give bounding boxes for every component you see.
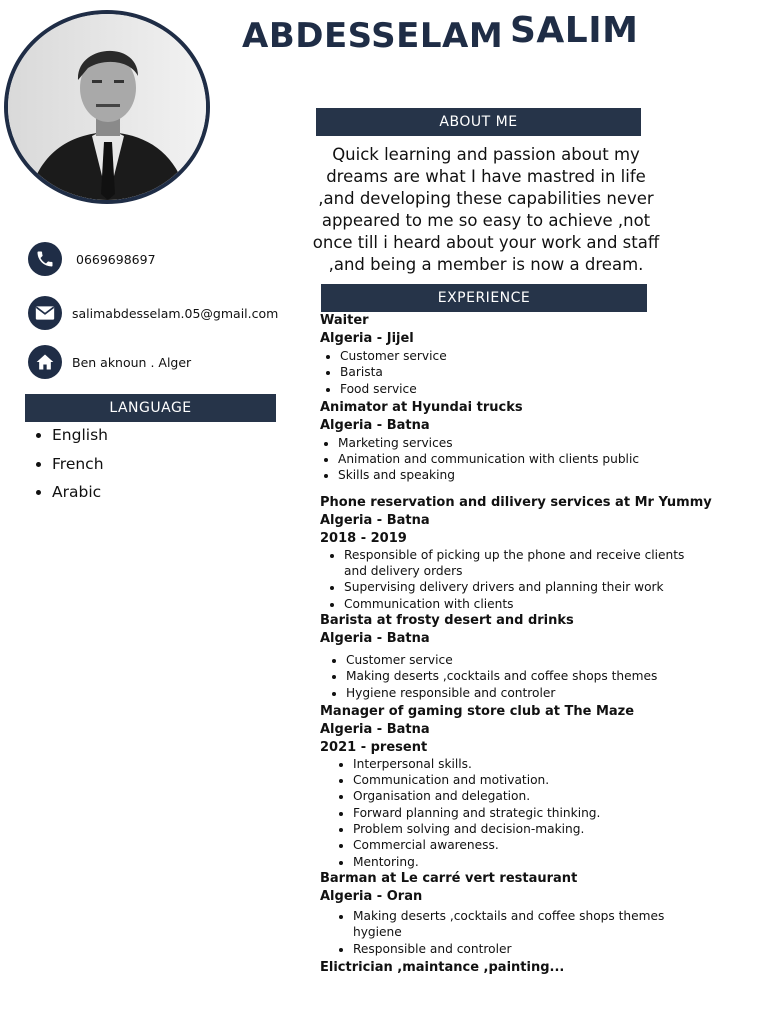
experience-list	[320, 312, 760, 977]
job-duty: • Responsible and controler	[353, 941, 693, 957]
job-entry	[320, 312, 760, 397]
job-location: Algeria - Jijel	[320, 331, 414, 346]
job-duty: • Responsible of picking up the phone and receive clients and delivery orders	[344, 547, 704, 580]
job-location: Algeria - Batna	[320, 721, 430, 737]
last-name: SALIM	[510, 10, 639, 51]
job-duty: • Barista	[340, 364, 760, 380]
about-line: Quick learning and passion about my	[332, 145, 640, 164]
job-duty: • Forward planning and strategic thinking.	[353, 805, 760, 821]
job-entry	[320, 703, 760, 870]
about-heading: ABOUT ME	[316, 108, 641, 136]
job-title: Manager of gaming store club at The Maze	[320, 703, 635, 719]
about-line: ,and being a member is now a dream.	[328, 255, 644, 274]
phone-number[interactable]: 0669698697	[76, 251, 156, 267]
job-duty: • Customer service	[340, 348, 760, 364]
about-line: once till i heard about your work and staff	[312, 233, 660, 252]
job-entry	[320, 959, 760, 977]
language-item: • English	[52, 421, 108, 450]
job-title: Waiter	[320, 313, 369, 328]
job-title: Phone reservation and dilivery services at Mr Yummy	[320, 494, 712, 510]
job-location: Algeria - Batna	[320, 417, 430, 433]
job-duty: • Animation and communication with clients public	[338, 451, 760, 467]
job-duty: • Skills and speaking	[338, 467, 760, 483]
job-entry	[320, 494, 760, 612]
email-address[interactable]: salimabdesselam.05@gmail.com	[72, 305, 279, 321]
job-entry	[320, 399, 760, 484]
about-line: dreams are what I have mastred in life	[326, 167, 646, 186]
job-title: Barman at Le carré vert restaurant	[320, 870, 578, 886]
job-title: Elictrician ,maintance ,painting...	[320, 959, 565, 975]
job-dates: 2018 - 2019	[320, 530, 407, 546]
email-icon	[28, 296, 62, 330]
job-location: Algeria - Batna	[320, 512, 430, 528]
job-location: Algeria - Batna	[320, 630, 430, 646]
about-text	[310, 144, 662, 276]
about-line: appeared to me so easy to achieve ,not	[321, 211, 651, 230]
address: Ben aknoun . Alger	[72, 354, 192, 370]
job-duty: • Commercial awareness.	[353, 837, 760, 853]
first-name: ABDESSELAM	[242, 16, 504, 56]
experience-heading: EXPERIENCE	[321, 284, 647, 312]
job-duty: • Communication with clients	[344, 596, 704, 612]
language-list	[28, 421, 108, 507]
home-icon	[28, 345, 62, 379]
job-duty: • Customer service	[346, 652, 760, 668]
contact-address	[28, 345, 191, 379]
job-duty: • Communication and motivation.	[353, 772, 760, 788]
profile-photo	[4, 10, 210, 204]
job-duty: • Interpersonal skills.	[353, 756, 760, 772]
job-duty: • Marketing services	[338, 435, 760, 451]
about-line: ,and developing these capabilities never	[318, 189, 654, 208]
phone-icon	[28, 242, 62, 276]
job-title: Animator at Hyundai trucks	[320, 399, 523, 415]
job-duty: • Organisation and delegation.	[353, 788, 760, 804]
language-item: • Arabic	[52, 478, 108, 507]
job-duty: • Making deserts ,cocktails and coffee shops themes hygiene	[353, 908, 693, 941]
job-duty: • Making deserts ,cocktails and coffee shops themes	[346, 668, 760, 684]
contact-phone	[28, 242, 156, 276]
job-duty: • Hygiene responsible and controler	[346, 685, 760, 701]
job-entry	[320, 612, 760, 701]
job-title: Barista at frosty desert and drinks	[320, 612, 574, 628]
contact-email	[28, 296, 278, 330]
job-entry	[320, 870, 760, 957]
job-duty: • Food service	[340, 381, 760, 397]
job-location: Algeria - Oran	[320, 888, 423, 904]
job-duty: • Supervising delivery drivers and planning their work	[344, 579, 704, 595]
job-duty: • Mentoring.	[353, 854, 760, 870]
job-dates: 2021 - present	[320, 739, 428, 755]
language-item: • French	[52, 450, 108, 479]
language-heading: LANGUAGE	[25, 394, 276, 422]
job-duty: • Problem solving and decision-making.	[353, 821, 760, 837]
